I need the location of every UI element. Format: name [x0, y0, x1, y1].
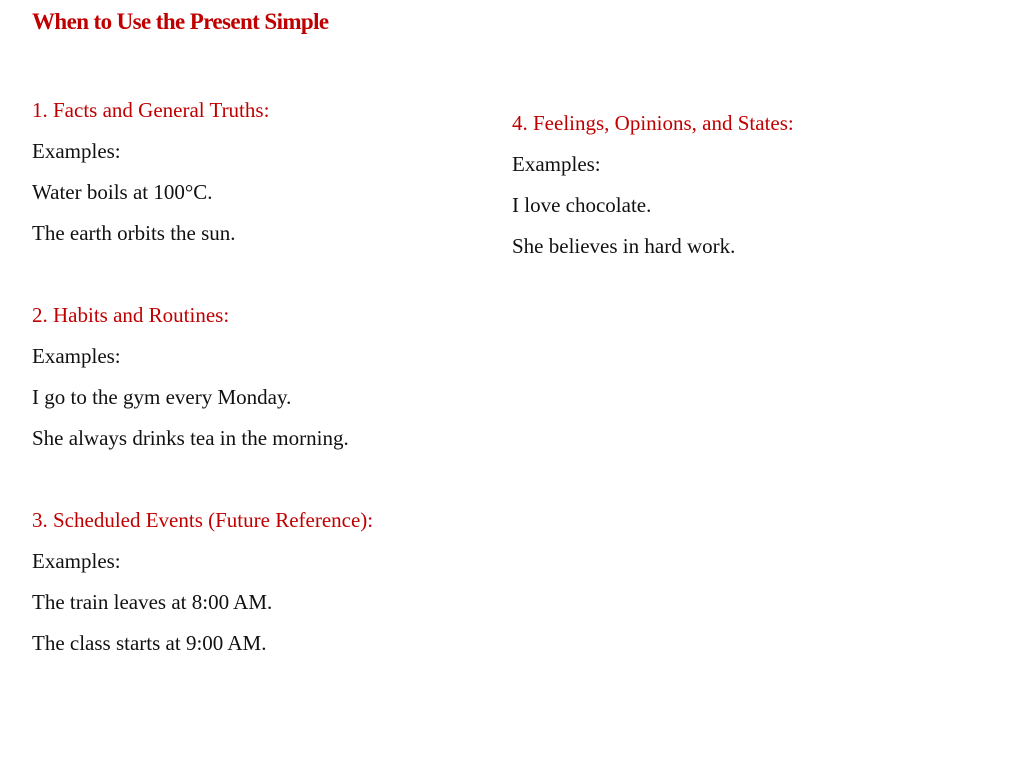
examples-label: Examples:: [32, 344, 121, 368]
example-sentence: She always drinks tea in the morning.: [32, 426, 349, 450]
section-feelings: [512, 103, 972, 267]
section-heading: 2. Habits and Routines:: [32, 303, 230, 327]
section-facts: [32, 90, 492, 254]
example-sentence: Water boils at 100°C.: [32, 180, 213, 204]
section-heading: 1. Facts and General Truths:: [32, 98, 270, 122]
section-heading: 3. Scheduled Events (Future Reference):: [32, 508, 374, 532]
left-column: [32, 90, 492, 664]
example-sentence: She believes in hard work.: [512, 234, 736, 258]
section-habits: [32, 295, 492, 459]
example-sentence: The earth orbits the sun.: [32, 221, 236, 245]
example-sentence: The class starts at 9:00 AM.: [32, 631, 267, 655]
section-heading: 4. Feelings, Opinions, and States:: [512, 111, 794, 135]
example-sentence: I love chocolate.: [512, 193, 652, 217]
examples-label: Examples:: [32, 549, 121, 573]
section-scheduled-events: [32, 500, 492, 664]
page-title: When to Use the Present Simple: [32, 9, 329, 34]
examples-label: Examples:: [512, 152, 601, 176]
example-sentence: I go to the gym every Monday.: [32, 385, 292, 409]
right-column: [512, 103, 972, 267]
examples-label: Examples:: [32, 139, 121, 163]
example-sentence: The train leaves at 8:00 AM.: [32, 590, 273, 614]
